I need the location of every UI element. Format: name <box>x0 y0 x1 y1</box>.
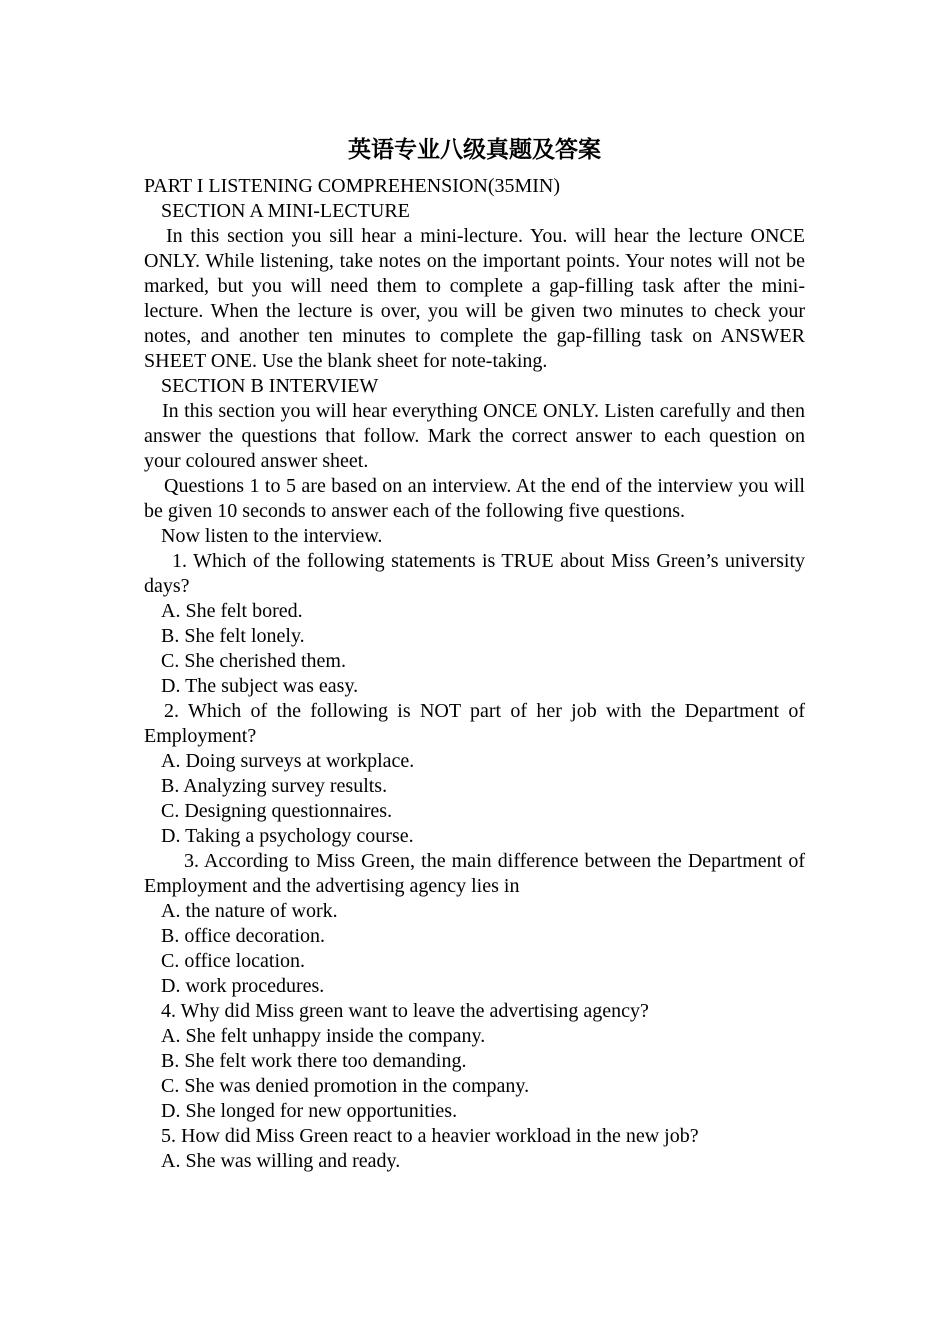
answer-option: C. She cherished them. <box>161 650 346 672</box>
section-a-heading: SECTION A MINI-LECTURE <box>161 200 410 222</box>
question-1 <box>144 549 805 699</box>
question-2 <box>144 699 805 849</box>
answer-option: D. work procedures. <box>161 975 325 997</box>
answer-option: B. office decoration. <box>161 925 326 947</box>
question-stem: 1. Which of the following statements is TRUE about Miss Green’s university days? <box>144 550 805 597</box>
answer-option: A. She felt bored. <box>161 600 303 622</box>
answer-option: D. Taking a psychology course. <box>161 825 414 847</box>
question-stem: 3. According to Miss Green, the main difference between the Department of Employment and the advertising agency lies in <box>144 850 805 897</box>
listen-prompt: Now listen to the interview. <box>161 525 383 547</box>
answer-option: A. She felt unhappy inside the company. <box>161 1025 486 1047</box>
section-b-heading: SECTION B INTERVIEW <box>161 375 379 397</box>
answer-option: A. She was willing and ready. <box>161 1150 401 1172</box>
section-a-instructions: In this section you sill hear a mini-lecture. You. will hear the lecture ONCE ONLY. While listening, take notes on the important points. Your notes will not be marked, but you will need them to complete a gap-filling task after the mini-lecture. When the lecture is over, you will be given two minutes to check your notes, and another ten minutes to complete the gap-filling task on ANSWER SHEET ONE. Use the blank sheet for note-taking. <box>144 225 805 372</box>
part-heading: PART I LISTENING COMPREHENSION(35MIN) <box>144 175 561 197</box>
question-stem: 2. Which of the following is NOT part of her job with the Department of Employment? <box>144 700 805 747</box>
document-title: 英语专业八级真题及答案 <box>348 136 601 163</box>
answer-option: D. The subject was easy. <box>161 675 359 697</box>
answer-option: C. Designing questionnaires. <box>161 800 393 822</box>
document-page <box>144 130 805 1174</box>
question-3 <box>144 849 805 999</box>
question-stem: 5. How did Miss Green react to a heavier workload in the new job? <box>161 1125 699 1147</box>
question-stem: 4. Why did Miss green want to leave the advertising agency? <box>161 1000 649 1022</box>
answer-option: B. She felt lonely. <box>161 625 305 647</box>
answer-option: B. Analyzing survey results. <box>161 775 388 797</box>
section-b-intro: Questions 1 to 5 are based on an interview. At the end of the interview you will be given 10 seconds to answer each of the following five questions. <box>144 475 805 522</box>
answer-option: A. the nature of work. <box>161 900 338 922</box>
answer-option: C. She was denied promotion in the company. <box>161 1075 530 1097</box>
question-4 <box>144 999 805 1124</box>
answer-option: C. office location. <box>161 950 306 972</box>
section-b-instructions: In this section you will hear everything ONCE ONLY. Listen carefully and then answer the questions that follow. Mark the correct answer to each question on your coloured answer sheet. <box>144 400 805 472</box>
answer-option: B. She felt work there too demanding. <box>161 1050 467 1072</box>
answer-option: D. She longed for new opportunities. <box>161 1100 458 1122</box>
question-5 <box>144 1124 805 1174</box>
answer-option: A. Doing surveys at workplace. <box>161 750 415 772</box>
